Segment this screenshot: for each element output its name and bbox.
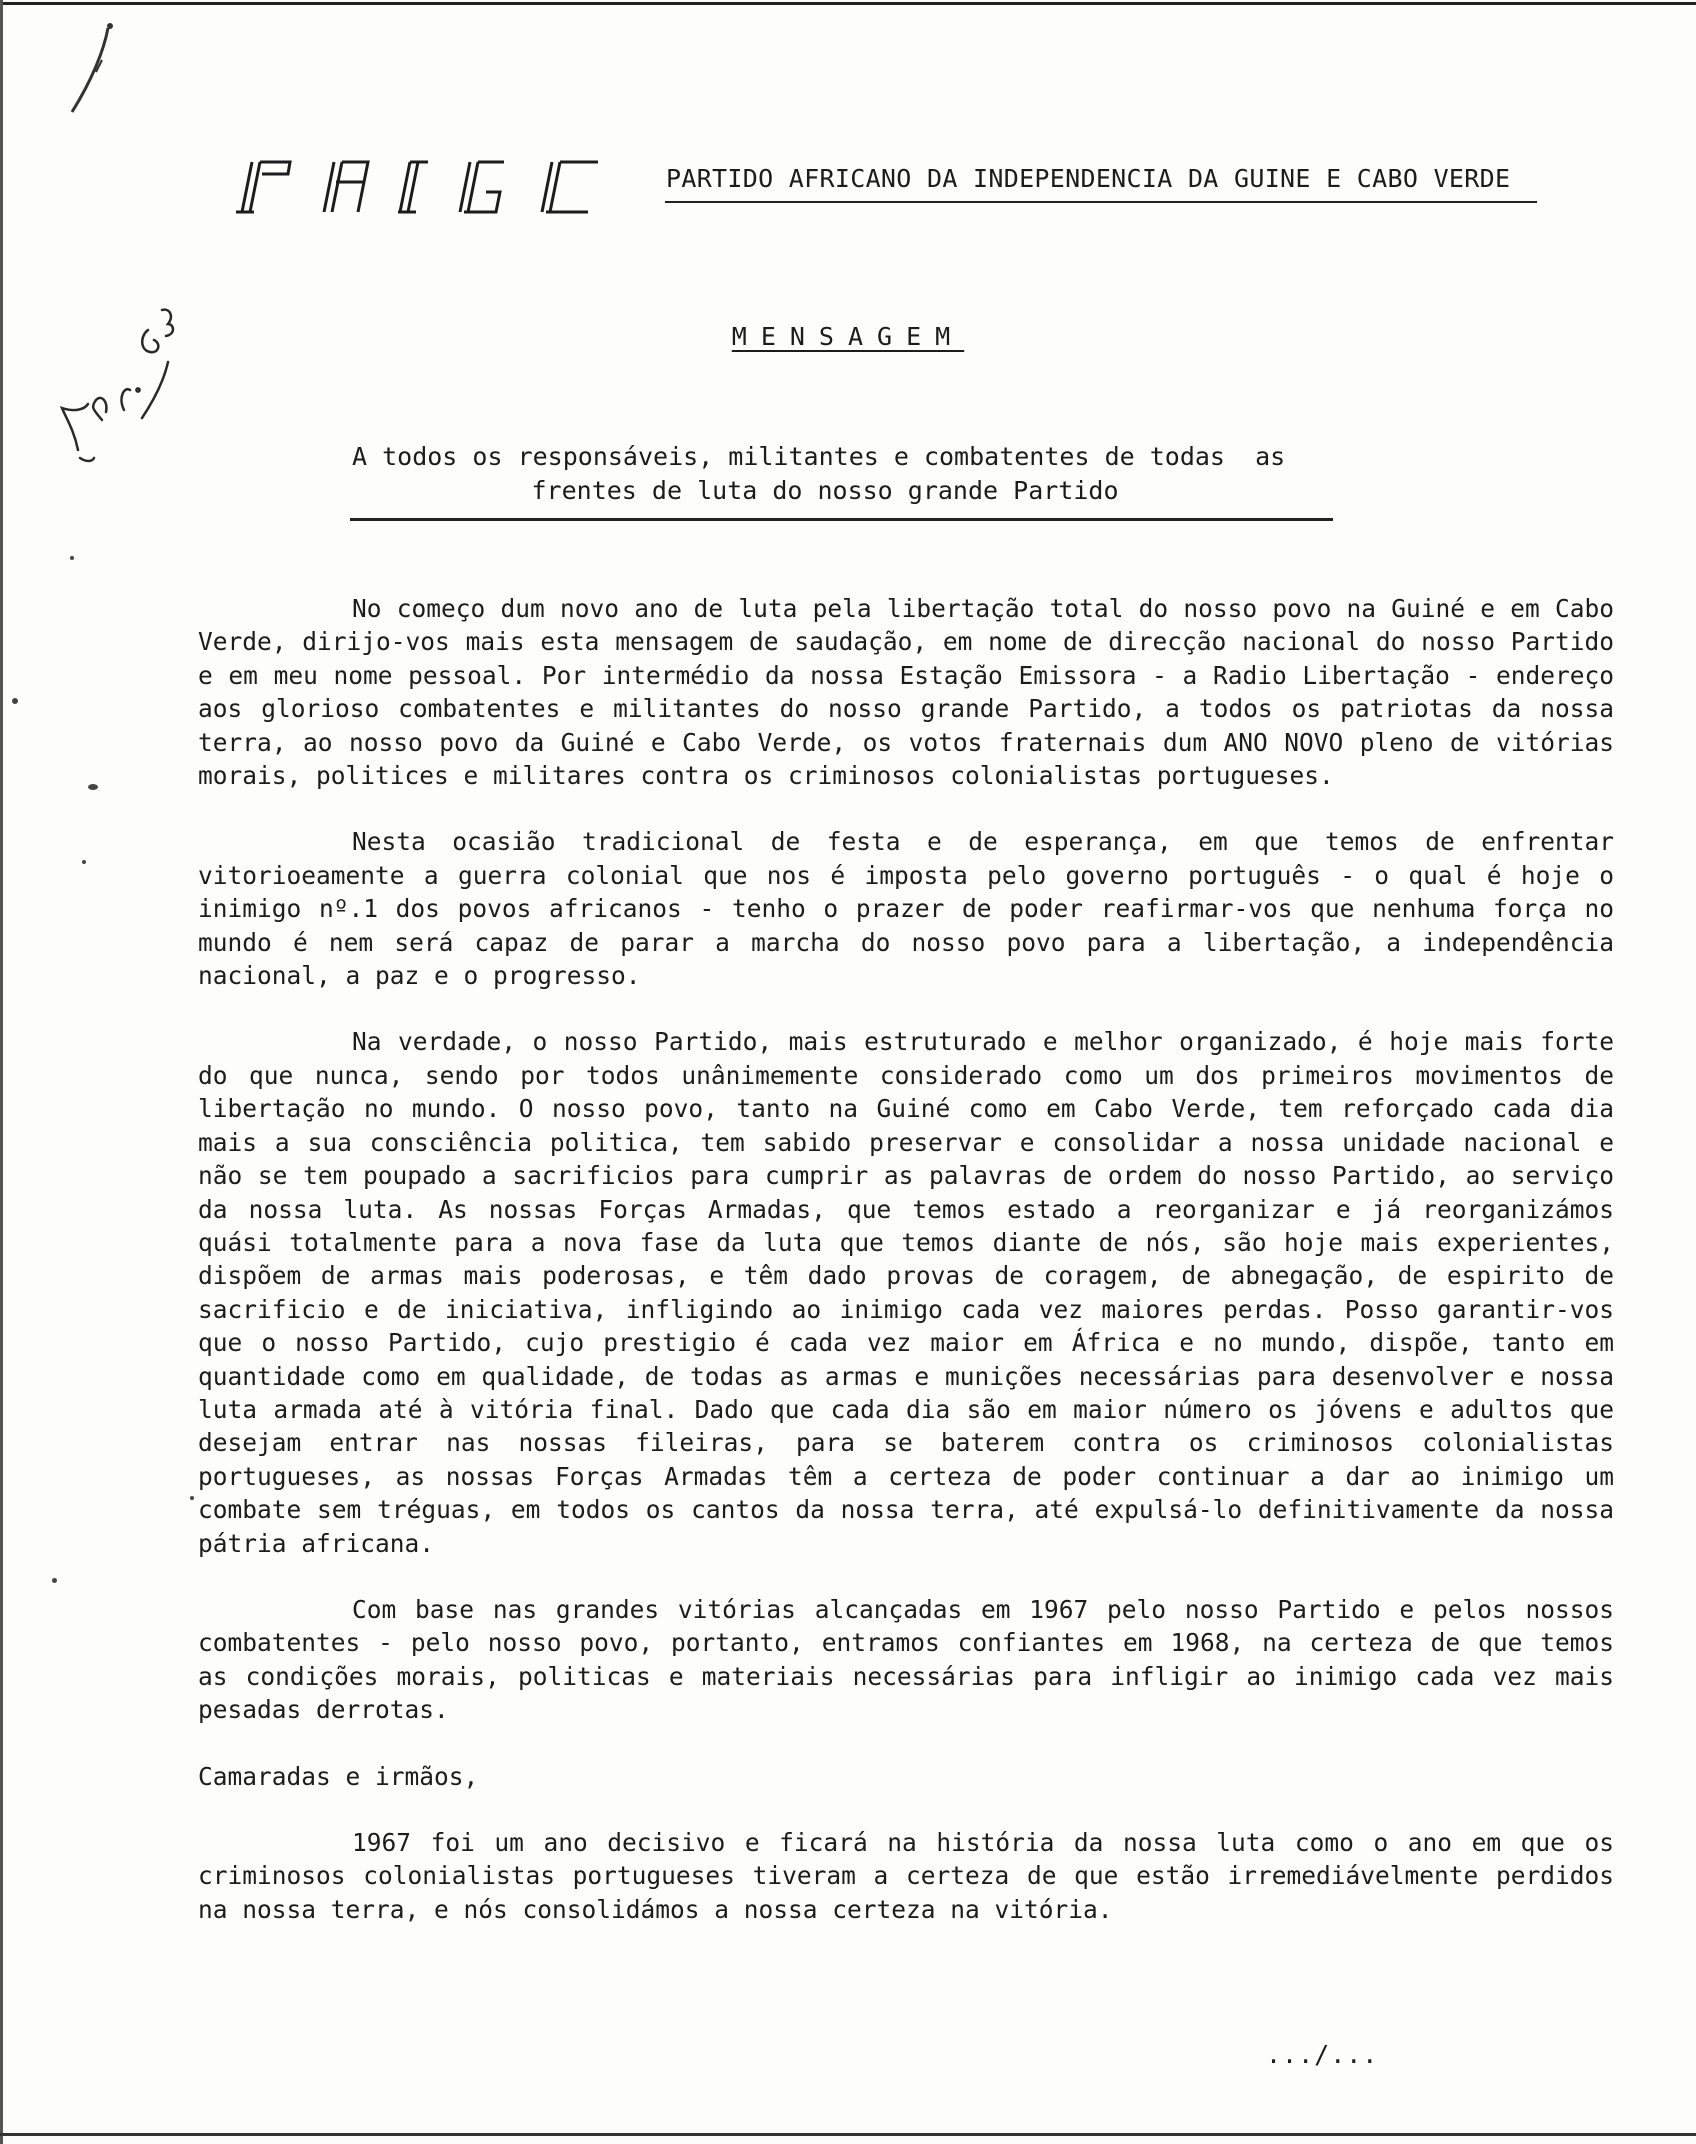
party-name: PARTIDO AFRICANO DA INDEPENDENCIA DA GUINE E CABO VERDE — [666, 164, 1511, 193]
address-line-2: frentes de luta do nosso grande Partido — [531, 476, 1119, 505]
scan-speck — [82, 860, 86, 864]
address-underline — [350, 518, 1333, 521]
svg-text:PAIGC: PAIGC — [428, 183, 477, 202]
address-line-1: A todos os responsáveis, militantes e combatentes de todas as — [352, 442, 1286, 471]
closing-paragraph: 1967 foi um ano decisivo e ficará na história da nossa luta como o ano em que os criminosos colonialistas portugueses tiveram a certeza de que estão irremediávelmente perdidos na nossa terra, e nós consolidámos a nossa certeza na vitória. — [198, 1828, 1614, 1924]
party-logo — [228, 158, 618, 216]
paragraph-2: Nesta ocasião tradicional de festa e de esperança, em que temos de enfrentar vitorioeamente a guerra colonial que nos é imposta pelo governo português - o qual é hoje o inimigo nº.1 dos povos africanos - tenho o prazer de poder reafirmar-vos que nenhuma força no mundo é nem será capaz de parar a marcha do nosso povo para a libertação, a independência nacional, a paz e o progresso. — [198, 827, 1614, 991]
paragraph-1: No começo dum novo ano de luta pela libertação total do nosso povo na Guiné e em Cabo Verde, dirijo-vos mais esta mensagem de saudação, em nome de direcção nacional do nosso Partido e em meu nome pessoal. Por intermédio da nossa Estação Emissora - a Radio Libertação - endereço aos glorioso combatentes e militantes do nosso grande Partido, a todos os patriotas da nossa terra, ao nosso povo da Guiné e Cabo Verde, os votos fraternais dum ANO NOVO pleno de vitórias morais, politices e militares contra os criminosos colonialistas portugueses. — [198, 594, 1614, 791]
handwritten-date-note — [44, 290, 204, 470]
page-border-top — [0, 2, 1696, 5]
page-border-bottom — [0, 2133, 1696, 2136]
scan-speck — [12, 698, 18, 704]
message-body — [198, 592, 1614, 1959]
scan-speck — [52, 1578, 57, 1583]
scan-speck — [88, 784, 98, 790]
party-name-underline — [665, 201, 1537, 203]
scan-speck — [70, 556, 74, 560]
address-block — [340, 440, 1340, 508]
continuation-mark: .../... — [1266, 2040, 1379, 2069]
page-title: MENSAGEM — [731, 322, 965, 351]
scan-speck — [190, 1496, 194, 1500]
pen-mark-icon — [42, 20, 132, 120]
paragraph-3: Na verdade, o nosso Partido, mais estruturado e melhor organizado, é hoje mais forte do que nunca, sendo por todos unânimemente considerado como um dos primeiros movimentos de libertação no mundo. O nosso povo, tanto na Guiné como em Cabo Verde, tem reforçado cada dia mais a sua consciência politica, tem sabido preservar e consolidar a nossa unidade nacional e não se tem poupado a sacrificios para cumprir as palavras de ordem do nosso Partido, ao serviço da nossa luta. As nossas Forças Armadas, que temos estado a reorganizar e já reorganizámos quási totalmente para a nova fase da luta que temos diante de nós, são hoje mais experientes, dispõem de armas mais poderosas, e têm dado provas de coragem, de abnegação, de espirito de sacrificio e de iniciativa, infligindo ao inimigo cada vez maiores perdas. Posso garantir-vos que o nosso Partido, cujo prestigio é cada vez maior em África e no mundo, dispõe, tanto em quantidade como em qualidade, de todas as armas e munições necessárias para desenvolver e nossa luta armada até à vitória final. Dado que cada dia são em maior número os jóvens e adultos que desejam entrar nas nossas fileiras, para se baterem contra os criminosos colonialistas portugueses, as nossas Forças Armadas têm a certeza de poder continuar a dar ao inimigo um combate sem tréguas, em todos os cantos da nossa terra, até expulsá-lo definitivamente da nossa pátria africana. — [198, 1027, 1614, 1558]
greeting: Camaradas e irmãos, — [198, 1761, 479, 1791]
paragraph-4: Com base nas grandes vitórias alcançadas em 1967 pelo nosso Partido e pelos nossos combatentes - pelo nosso povo, portanto, entramos confiantes em 1968, na certeza de que temos as condições morais, politicas e materiais necessárias para infligir ao inimigo cada vez mais pesadas derrotas. — [198, 1594, 1614, 1725]
